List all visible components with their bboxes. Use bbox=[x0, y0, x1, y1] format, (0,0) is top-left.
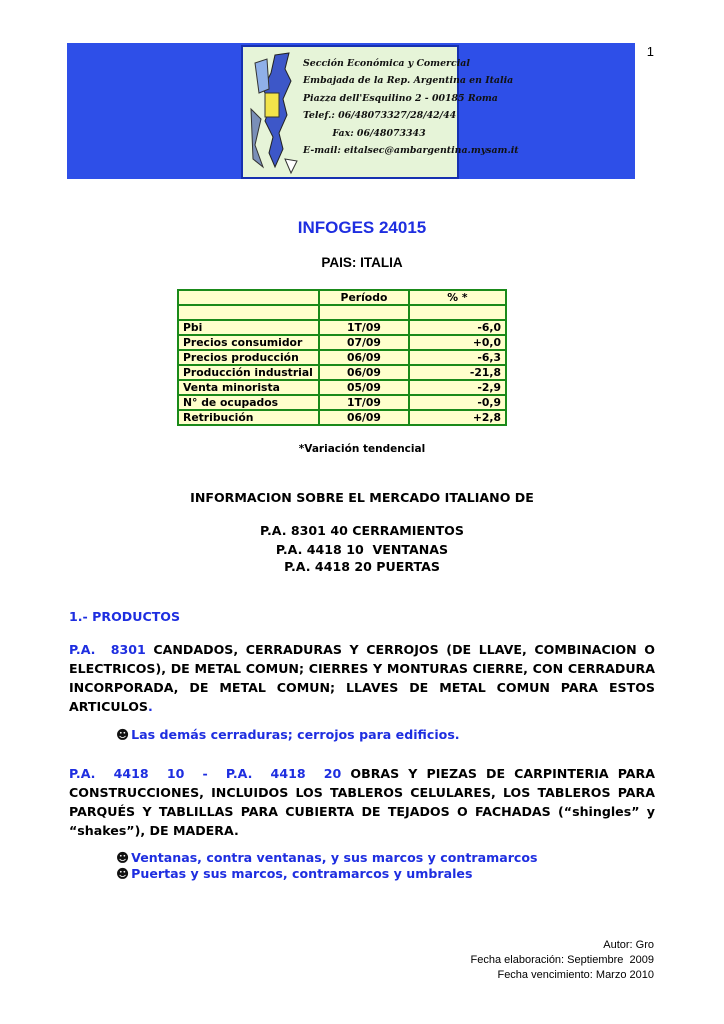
indicator-percent: -2,9 bbox=[409, 380, 506, 395]
indicator-period: 06/09 bbox=[319, 350, 409, 365]
table-header-row bbox=[178, 290, 506, 305]
footer-created-date: Fecha elaboración: Septiembre 2009 bbox=[470, 954, 654, 966]
table-row bbox=[178, 365, 506, 380]
letterhead-line: Fax: 06/48073343 bbox=[332, 127, 426, 139]
indicator-name: Pbi bbox=[178, 320, 319, 335]
list-item bbox=[116, 727, 460, 742]
product-description: OBRAS Y PIEZAS DE CARPINTERIA PARA CONSTRUCCIONES, INCLUIDOS LOS TABLEROS CELULARES, LOS TABLEROS PARA PARQUÉS Y TABLILLAS PARA CUBIERTA DE TEJADOS O FACHADAS (“shingles” y “shakes”), DE MADERA. bbox=[69, 766, 655, 838]
paragraph-end: . bbox=[147, 699, 153, 714]
table-row bbox=[178, 410, 506, 425]
table-row bbox=[178, 380, 506, 395]
footer-expiry-date: Fecha vencimiento: Marzo 2010 bbox=[497, 969, 654, 981]
letterhead-line: Embajada de la Rep. Argentina en Italia bbox=[303, 75, 514, 87]
table-row bbox=[178, 320, 506, 335]
indicator-period: 06/09 bbox=[319, 365, 409, 380]
indicator-period: 06/09 bbox=[319, 410, 409, 425]
indicator-period: 1T/09 bbox=[319, 395, 409, 410]
list-item-text: Puertas y sus marcos, contramarcos y umbrales bbox=[131, 866, 473, 881]
page-number: 1 bbox=[646, 44, 654, 59]
indicator-name: Producción industrial bbox=[178, 365, 319, 380]
indicator-period: 1T/09 bbox=[319, 320, 409, 335]
product-paragraph-8301 bbox=[69, 640, 655, 716]
header-cell-period: Período bbox=[319, 290, 409, 305]
header-cell-percent: % * bbox=[409, 290, 506, 305]
table-footnote: *Variación tendencial bbox=[298, 443, 426, 455]
letterhead-line: Piazza dell'Esquilino 2 - 00185 Roma bbox=[303, 92, 498, 104]
indicator-percent: +2,8 bbox=[409, 410, 506, 425]
country-label: PAIS: ITALIA bbox=[321, 255, 403, 270]
indicator-name: Retribución bbox=[178, 410, 319, 425]
table-row bbox=[178, 350, 506, 365]
product-paragraph-4418 bbox=[69, 764, 655, 840]
indicator-name: Precios producción bbox=[178, 350, 319, 365]
indicator-percent: -0,9 bbox=[409, 395, 506, 410]
tariff-code: P.A. 4418 10 - P.A. 4418 20 bbox=[69, 766, 342, 781]
indicator-percent: -6,3 bbox=[409, 350, 506, 365]
footer-author: Autor: Gro bbox=[603, 939, 654, 951]
table-row bbox=[178, 395, 506, 410]
list-item-text: Las demás cerraduras; cerrojos para edificios. bbox=[131, 727, 460, 742]
indicator-period: 05/09 bbox=[319, 380, 409, 395]
indicator-name: Precios consumidor bbox=[178, 335, 319, 350]
table-row bbox=[178, 335, 506, 350]
smiley-bullet-icon: ☻ bbox=[116, 866, 130, 881]
indicator-name: Venta minorista bbox=[178, 380, 319, 395]
list-item bbox=[116, 850, 538, 865]
letterhead-line: Sección Económica y Comercial bbox=[303, 58, 470, 69]
tariff-code: P.A. 8301 bbox=[69, 642, 146, 657]
argentina-emblem-logo bbox=[245, 49, 307, 175]
indicator-period: 07/09 bbox=[319, 335, 409, 350]
position-line: P.A. 4418 20 PUERTAS bbox=[284, 559, 440, 574]
indicator-percent: +0,0 bbox=[409, 335, 506, 350]
header-cell-empty bbox=[178, 290, 319, 305]
indicator-name: N° de ocupados bbox=[178, 395, 319, 410]
smiley-bullet-icon: ☻ bbox=[116, 727, 130, 742]
section-heading: 1.- PRODUCTOS bbox=[69, 609, 181, 624]
letterhead-text bbox=[303, 55, 519, 159]
document-title: INFOGES 24015 bbox=[297, 218, 427, 237]
position-line: P.A. 4418 10 VENTANAS bbox=[275, 542, 449, 557]
table-spacer-row bbox=[178, 305, 506, 320]
smiley-bullet-icon: ☻ bbox=[116, 850, 130, 865]
economic-indicators-table bbox=[177, 289, 507, 426]
position-line: P.A. 8301 40 CERRAMIENTOS bbox=[260, 523, 464, 538]
list-item-text: Ventanas, contra ventanas, y sus marcos y contramarcos bbox=[131, 850, 538, 865]
embassy-letterhead bbox=[241, 45, 519, 179]
indicator-percent: -6,0 bbox=[409, 320, 506, 335]
indicator-percent: -21,8 bbox=[409, 365, 506, 380]
list-item bbox=[116, 866, 472, 881]
letterhead-line: Telef.: 06/48073327/28/42/44 bbox=[303, 110, 457, 122]
letterhead-line: E-mail: eitalsec@ambargentina.mysam.it bbox=[303, 145, 519, 157]
market-heading: INFORMACION SOBRE EL MERCADO ITALIANO DE bbox=[190, 490, 534, 505]
product-description: CANDADOS, CERRADURAS Y CERROJOS (DE LLAVE, COMBINACION O ELECTRICOS), DE METAL COMUN; CIERRES Y MONTURAS CIERRE, CON CERRADURA INCORPORADA, DE METAL COMUN; LLAVES DE METAL COMUN PARA ESTOS ARTICULOS bbox=[69, 642, 655, 714]
